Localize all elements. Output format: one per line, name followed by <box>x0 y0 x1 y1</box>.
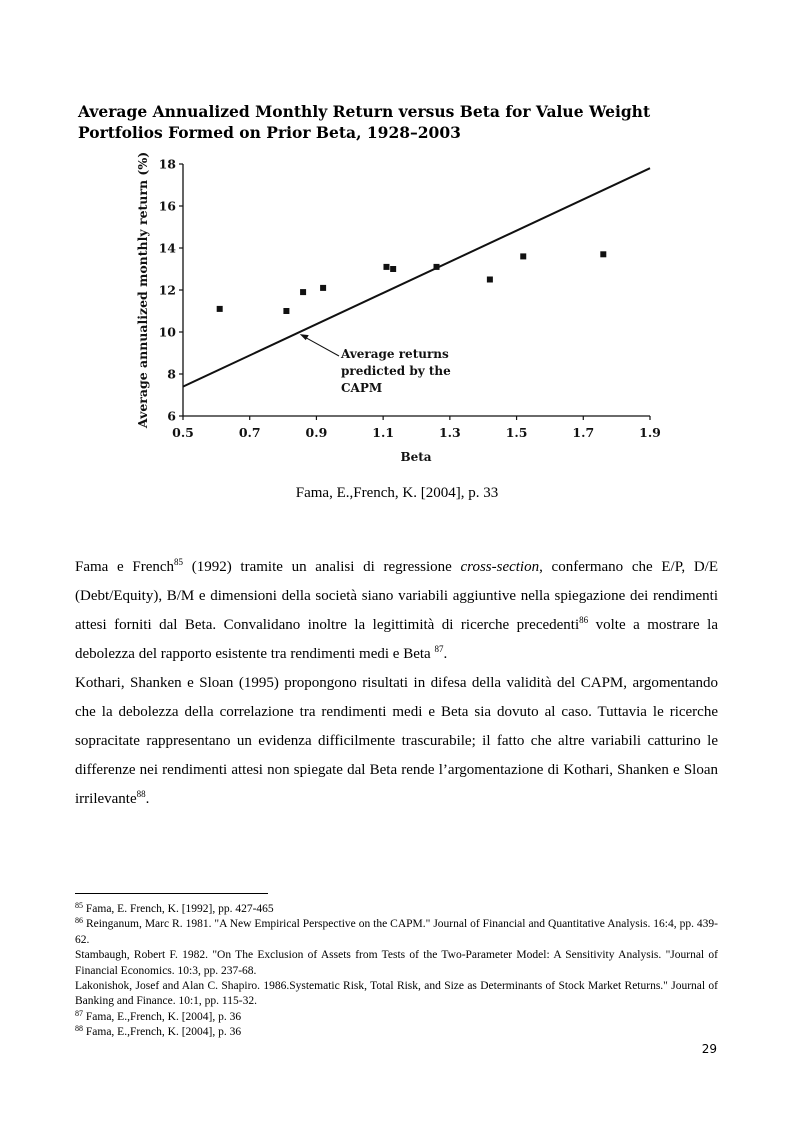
text-run: volte a mostrare la debolezza del rapporto esistente tra rendimenti medi e Beta <box>75 617 718 662</box>
data-point <box>520 253 526 259</box>
y-axis-label: Average annualized monthly return (%) <box>135 151 150 429</box>
x-tick-label: 1.7 <box>572 425 595 440</box>
data-point <box>320 285 326 291</box>
y-tick-label: 14 <box>158 240 176 256</box>
footnotes <box>75 902 718 1041</box>
annotation-text: predicted by the <box>341 364 451 378</box>
y-axis <box>159 157 183 424</box>
figure-caption: Fama, E.,French, K. [2004], p. 33 <box>295 485 499 501</box>
data-point <box>390 266 396 272</box>
footnote-number: 85 <box>75 901 83 910</box>
data-point <box>487 277 493 283</box>
footnote-86-lakonishok: Lakonishok, Josef and Alan C. Shapiro. 1986.Systematic Risk, Total Risk, and Size as Determinants of Stock Market Returns." Journal of Banking and Finance. 10:1, pp. 115-32. <box>75 980 718 1008</box>
annotation-text: Average returns <box>341 347 449 361</box>
annotation-arrowhead <box>300 334 309 340</box>
scatter-chart <box>0 0 794 480</box>
data-point <box>600 251 606 257</box>
data-point <box>217 306 223 312</box>
y-tick-label: 18 <box>158 156 176 172</box>
footnote-ref-86[interactable]: 86 <box>579 615 589 625</box>
paragraph-1 <box>75 553 718 669</box>
text-run: Kothari, Shanken e Sloan (1995) propongono risultati in difesa della validità del CAPM, argomentando che la debolezza della correlazione tra rendimenti medi e Beta sia dovuto al caso. Tuttavia le ricerche sopracitate rappresentano un evidenza difficilmente trascurabile; il fatto che altre variabili catturino le differenze nei rendimenti attesi non spiegate dal Beta rende l’argomentazione di Kothari, Shanken e Sloan irrilevante <box>75 675 718 807</box>
data-point <box>434 264 440 270</box>
x-tick-label: 1.3 <box>438 425 461 440</box>
data-point <box>283 308 289 314</box>
paragraph-2 <box>75 669 718 814</box>
x-tick-label: 0.7 <box>238 425 261 440</box>
x-tick-label: 1.9 <box>639 425 661 440</box>
x-tick-label: 1.5 <box>505 425 528 440</box>
footnote-ref-85[interactable]: 85 <box>174 557 184 567</box>
data-points <box>217 251 607 314</box>
text-run: . <box>443 646 448 662</box>
y-tick-label: 12 <box>158 282 176 298</box>
emphasis: cross-section <box>460 559 540 575</box>
text-run: Fama e French <box>75 559 175 575</box>
footnote-divider <box>75 893 268 894</box>
footnote-text: Fama, E.,French, K. [2004], p. 36 <box>83 1010 242 1023</box>
text-run: , confermano che E/P, D/E (Debt/Equity), B/M e dimensioni della società siano variabili aggiuntive nella spiegazione dei rendimenti attesi forniti dal Beta. Convalidano inoltre la legittimità di ricerche precedenti <box>75 559 719 633</box>
footnote-text: Reinganum, Marc R. 1981. "A New Empirical Perspective on the CAPM." Journal of Financial and Quantitative Analysis. 16:4, pp. 439-62. <box>75 918 718 946</box>
x-tick-label: 0.5 <box>172 425 194 440</box>
chart-title: Average Annualized Monthly Return versus Beta for Value Weight Portfolios Formed on Prior Beta, 1928–2003 <box>78 102 651 142</box>
y-tick-label: 16 <box>158 198 176 214</box>
footnote-text: Fama, E. French, K. [1992], pp. 427-465 <box>83 903 274 915</box>
annotation-text: CAPM <box>341 381 383 395</box>
footnote-number: 88 <box>75 1024 83 1034</box>
body-text <box>75 553 718 814</box>
y-tick-label: 10 <box>158 324 176 340</box>
x-axis <box>172 416 661 440</box>
y-tick-label: 8 <box>167 366 176 382</box>
footnote-85 <box>75 902 718 917</box>
footnote-86-stambaugh: Stambaugh, Robert F. 1982. "On The Exclusion of Assets from Tests of the Two-Parameter Model: A Sensitivity Analysis. "Journal of Financial Economics. 10:3, pp. 237-68. <box>75 949 718 977</box>
text-run: (1992) tramite un analisi di regressione <box>183 559 461 575</box>
footnote-87 <box>75 1010 718 1025</box>
footnote-88 <box>75 1025 718 1040</box>
footnote-ref-88[interactable]: 88 <box>136 789 146 799</box>
footnote-text: Fama, E.,French, K. [2004], p. 36 <box>83 1026 242 1039</box>
footnote-number: 86 <box>75 916 83 926</box>
annotation-arrow <box>305 337 339 356</box>
x-axis-label: Beta <box>400 450 432 464</box>
annotation-group <box>300 334 451 395</box>
text-run: . <box>145 791 150 807</box>
x-tick-label: 1.1 <box>372 425 395 440</box>
x-tick-label: 0.9 <box>305 425 328 440</box>
page-number: 29 <box>701 1042 717 1056</box>
footnote-number: 87 <box>75 1008 83 1018</box>
y-tick-label: 6 <box>167 408 176 424</box>
data-point <box>300 289 306 295</box>
footnote-86 <box>75 917 718 948</box>
footnote-ref-87[interactable]: 87 <box>434 644 444 654</box>
data-point <box>383 264 389 270</box>
